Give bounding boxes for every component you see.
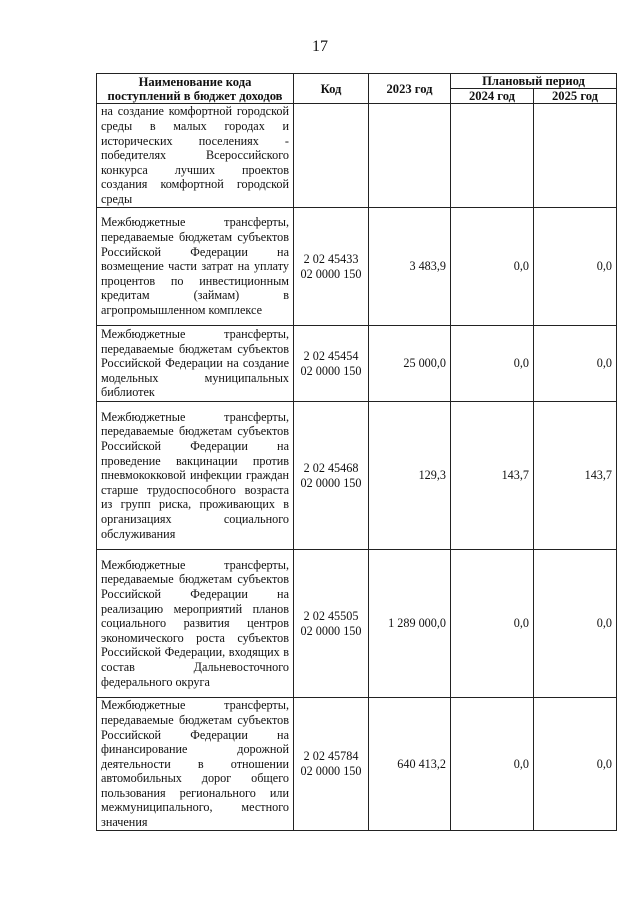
table-row <box>97 104 617 208</box>
row-2023 <box>369 104 451 208</box>
row-2024: 143,7 <box>451 402 534 550</box>
row-name: Межбюджетные трансферты, передаваемые бюджетам субъектов Российской Федерации на возмещение части затрат на уплату процентов по инвестиционным кредитам (займам) в агропромышленном комплексе <box>97 208 294 326</box>
page-number: 17 <box>312 38 328 55</box>
row-2023: 640 413,2 <box>369 698 451 831</box>
row-2023: 129,3 <box>369 402 451 550</box>
header-name: Наименование кода поступлений в бюджет доходов <box>97 74 294 104</box>
row-2024 <box>451 104 534 208</box>
row-2025: 143,7 <box>534 402 617 550</box>
revenue-table <box>96 73 617 831</box>
row-2025: 0,0 <box>534 208 617 326</box>
table-row <box>97 550 617 698</box>
row-name: Межбюджетные трансферты, передаваемые бюджетам субъектов Российской Федерации на создание модельных муниципальных библиотек <box>97 326 294 402</box>
row-2024: 0,0 <box>451 326 534 402</box>
row-name: на создание комфортной городской среды в малых городах и исторических поселениях - победителях Всероссийского конкурса лучших проектов создания комфортной городской среды <box>97 104 294 208</box>
row-name: Межбюджетные трансферты, передаваемые бюджетам субъектов Российской Федерации на проведение вакцинации против пневмококковой инфекции граждан старше трудоспособного возраста из групп риска, проживающих в организациях социального обслуживания <box>97 402 294 550</box>
table-row <box>97 698 617 831</box>
row-2025: 0,0 <box>534 326 617 402</box>
table-row <box>97 208 617 326</box>
row-2023: 1 289 000,0 <box>369 550 451 698</box>
row-2025: 0,0 <box>534 550 617 698</box>
table-row <box>97 326 617 402</box>
row-2023: 3 483,9 <box>369 208 451 326</box>
header-planned-period: Плановый период <box>451 74 617 89</box>
row-name: Межбюджетные трансферты, передаваемые бюджетам субъектов Российской Федерации на финансирование дорожной деятельности в отношении автомобильных дорог общего пользования регионального или межмуниципального, местного значения <box>97 698 294 831</box>
row-2025: 0,0 <box>534 698 617 831</box>
table-row <box>97 402 617 550</box>
header-code: Код <box>294 74 369 104</box>
row-code: 2 02 45454 02 0000 150 <box>294 326 369 402</box>
row-2023: 25 000,0 <box>369 326 451 402</box>
row-code: 2 02 45468 02 0000 150 <box>294 402 369 550</box>
row-2024: 0,0 <box>451 208 534 326</box>
header-2024: 2024 год <box>451 89 534 104</box>
row-2025 <box>534 104 617 208</box>
header-2025: 2025 год <box>534 89 617 104</box>
row-name: Межбюджетные трансферты, передаваемые бюджетам субъектов Российской Федерации на реализацию мероприятий планов социального развития центров экономического роста субъектов Российской Федерации, входящих в состав Дальневосточного федерального округа <box>97 550 294 698</box>
row-2024: 0,0 <box>451 698 534 831</box>
row-2024: 0,0 <box>451 550 534 698</box>
row-code: 2 02 45505 02 0000 150 <box>294 550 369 698</box>
row-code: 2 02 45784 02 0000 150 <box>294 698 369 831</box>
row-code: 2 02 45433 02 0000 150 <box>294 208 369 326</box>
header-2023: 2023 год <box>369 74 451 104</box>
row-code <box>294 104 369 208</box>
